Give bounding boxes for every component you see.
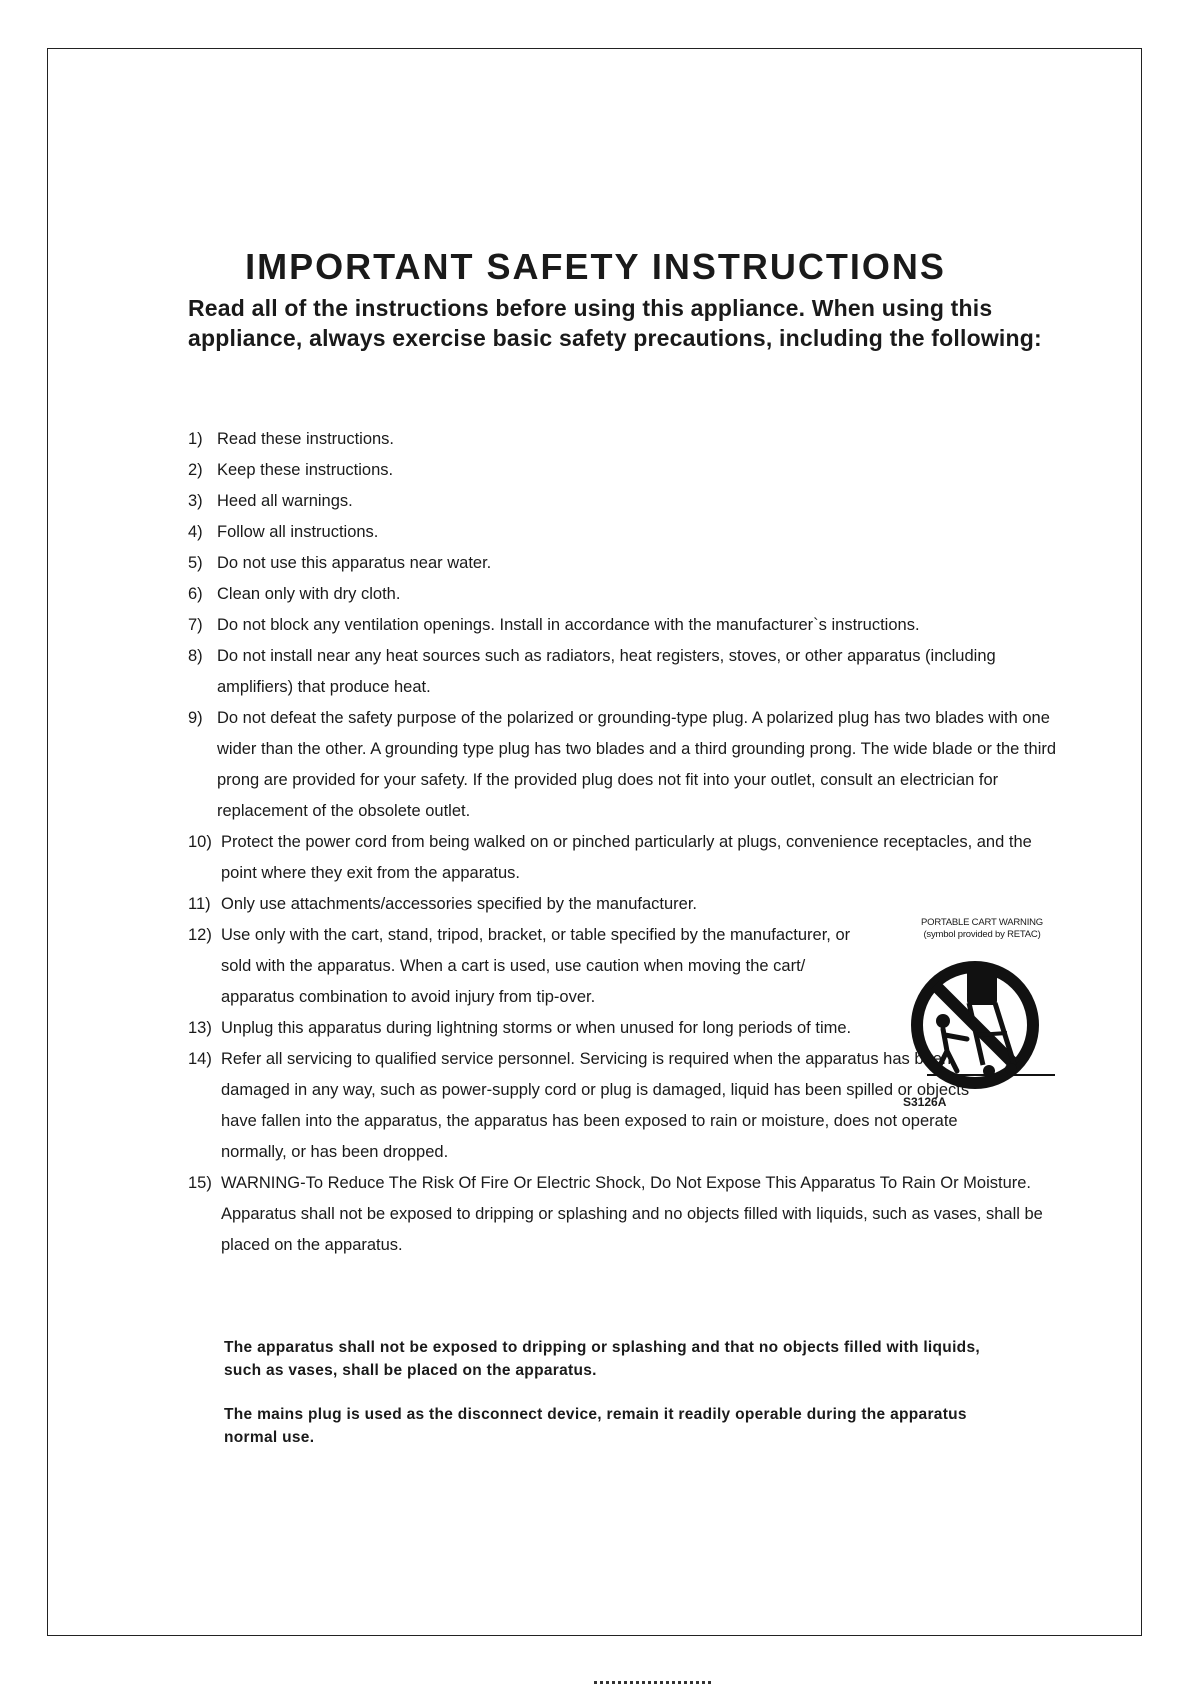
item-text: Keep these instructions. <box>217 461 394 479</box>
cart-warning-figure <box>903 917 1061 1117</box>
list-item <box>188 517 1088 548</box>
item-text: Unplug this apparatus during lightning storms or when unused for long periods of time. <box>221 1019 852 1037</box>
list-item <box>188 1168 1088 1261</box>
list-item <box>188 424 1088 455</box>
list-item <box>188 1013 858 1044</box>
item-text: Follow all instructions. <box>217 523 379 541</box>
page-title: IMPORTANT SAFETY INSTRUCTIONS <box>245 246 946 287</box>
item-text: Refer all servicing to qualified service personnel. Servicing is required when the apparatus has been damaged in any way, such as power-supply cord or plug is damaged, liquid has been spilled or objects have fallen into the apparatus, the apparatus has been exposed to rain or moisture, does not operate normally, or has been dropped. <box>221 1050 970 1161</box>
item-number: 4) <box>188 523 203 541</box>
item-text: Use only with the cart, stand, tripod, bracket, or table specified by the manufacturer, or sold with the apparatus. When a cart is used, use caution when moving the cart/ apparatus combination to avoid injury from tip-over. <box>221 926 851 1006</box>
item-number: 2) <box>188 461 203 479</box>
item-number: 13) <box>188 1019 212 1037</box>
intro-paragraph: Read all of the instructions before using this appliance. When using this appliance, always exercise basic safety precautions, including the following: <box>188 295 1042 351</box>
page-edge-mark <box>594 1681 714 1684</box>
cart-warning-code: S3126A <box>903 1095 947 1109</box>
item-number: 12) <box>188 926 212 944</box>
notes-section <box>224 1336 1004 1470</box>
item-text: WARNING-To Reduce The Risk Of Fire Or Electric Shock, Do Not Expose This Apparatus To Rain Or Moisture. Apparatus shall not be exposed to dripping or splashing and no objects filled with liquids, such as vases, shall be placed on the apparatus. <box>221 1174 1043 1254</box>
item-text: Only use attachments/accessories specified by the manufacturer. <box>221 895 697 913</box>
item-number: 15) <box>188 1174 212 1192</box>
cart-warning-caption <box>903 917 1061 941</box>
item-number: 6) <box>188 585 203 603</box>
item-text: Do not block any ventilation openings. Install in accordance with the manufacturer`s instructions. <box>217 616 920 634</box>
list-item <box>188 920 878 1013</box>
item-number: 9) <box>188 709 203 727</box>
instruction-list <box>188 424 1088 1261</box>
list-item <box>188 1044 1008 1168</box>
item-number: 14) <box>188 1050 212 1068</box>
cart-warning-title: PORTABLE CART WARNING <box>921 917 1043 928</box>
item-text: Do not install near any heat sources such as radiators, heat registers, stoves, or other apparatus (including amplifiers) that produce heat. <box>217 647 996 696</box>
item-text: Do not defeat the safety purpose of the polarized or grounding-type plug. A polarized plug has two blades with one wider than the other. A grounding type plug has two blades and a third grounding prong. The wide blade or the third prong are provided for your safety. If the provided plug does not fit into your outlet, consult an electrician for replacement of the obsolete outlet. <box>217 709 1057 820</box>
note-mains-plug: The mains plug is used as the disconnect device, remain it readily operable during the apparatus normal use. <box>224 1406 967 1446</box>
list-item <box>188 486 1088 517</box>
list-item <box>188 610 1088 641</box>
cart-warning-source: (symbol provided by RETAC) <box>923 929 1041 940</box>
list-item <box>188 455 1088 486</box>
item-number: 11) <box>188 895 211 913</box>
item-number: 10) <box>188 833 212 851</box>
portable-cart-warning-icon <box>907 947 1057 1097</box>
list-item <box>188 889 1088 920</box>
note-dripping: The apparatus shall not be exposed to dripping or splashing and that no objects filled with liquids, such as vases, shall be placed on the apparatus. <box>224 1339 980 1379</box>
item-text: Do not use this apparatus near water. <box>217 554 492 572</box>
item-number: 1) <box>188 430 203 448</box>
list-item <box>188 579 1088 610</box>
item-number: 7) <box>188 616 203 634</box>
item-number: 8) <box>188 647 203 665</box>
item-text: Read these instructions. <box>217 430 395 448</box>
item-number: 5) <box>188 554 203 572</box>
item-number: 3) <box>188 492 203 510</box>
list-item <box>188 703 1068 827</box>
item-text: Clean only with dry cloth. <box>217 585 401 603</box>
list-item <box>188 548 1088 579</box>
list-item <box>188 641 1048 703</box>
item-text: Heed all warnings. <box>217 492 353 510</box>
list-item <box>188 827 1068 889</box>
item-text: Protect the power cord from being walked on or pinched particularly at plugs, convenience receptacles, and the point where they exit from the apparatus. <box>221 833 1032 882</box>
